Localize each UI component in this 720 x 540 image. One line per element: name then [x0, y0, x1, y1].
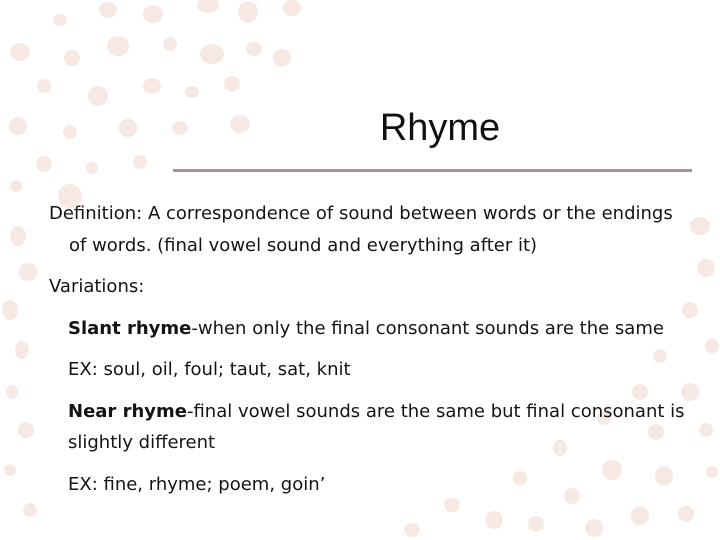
variations-label: Variations:: [49, 276, 145, 297]
variation-term: Near rhyme: [68, 400, 187, 422]
slide-body: [49, 198, 689, 500]
variation-term: Slant rhyme: [68, 317, 192, 339]
title-divider: [173, 169, 692, 172]
variation-item: [68, 313, 689, 345]
variation-example: EX: fine, rhyme; poem, goin’: [68, 473, 326, 495]
variation-example: EX: soul, oil, foul; taut, sat, knit: [68, 359, 351, 380]
slide-title: Rhyme: [379, 107, 501, 149]
variation-description: -final vowel sounds are the same but final consonant is slightly different: [68, 400, 685, 453]
variation-description: -when only the final consonant sounds are the same: [191, 317, 664, 339]
definition-text: Definition: A correspondence of sound between words or the endings of words. (final vowel sound and everything after it): [49, 203, 673, 256]
variation-item: [68, 396, 689, 459]
